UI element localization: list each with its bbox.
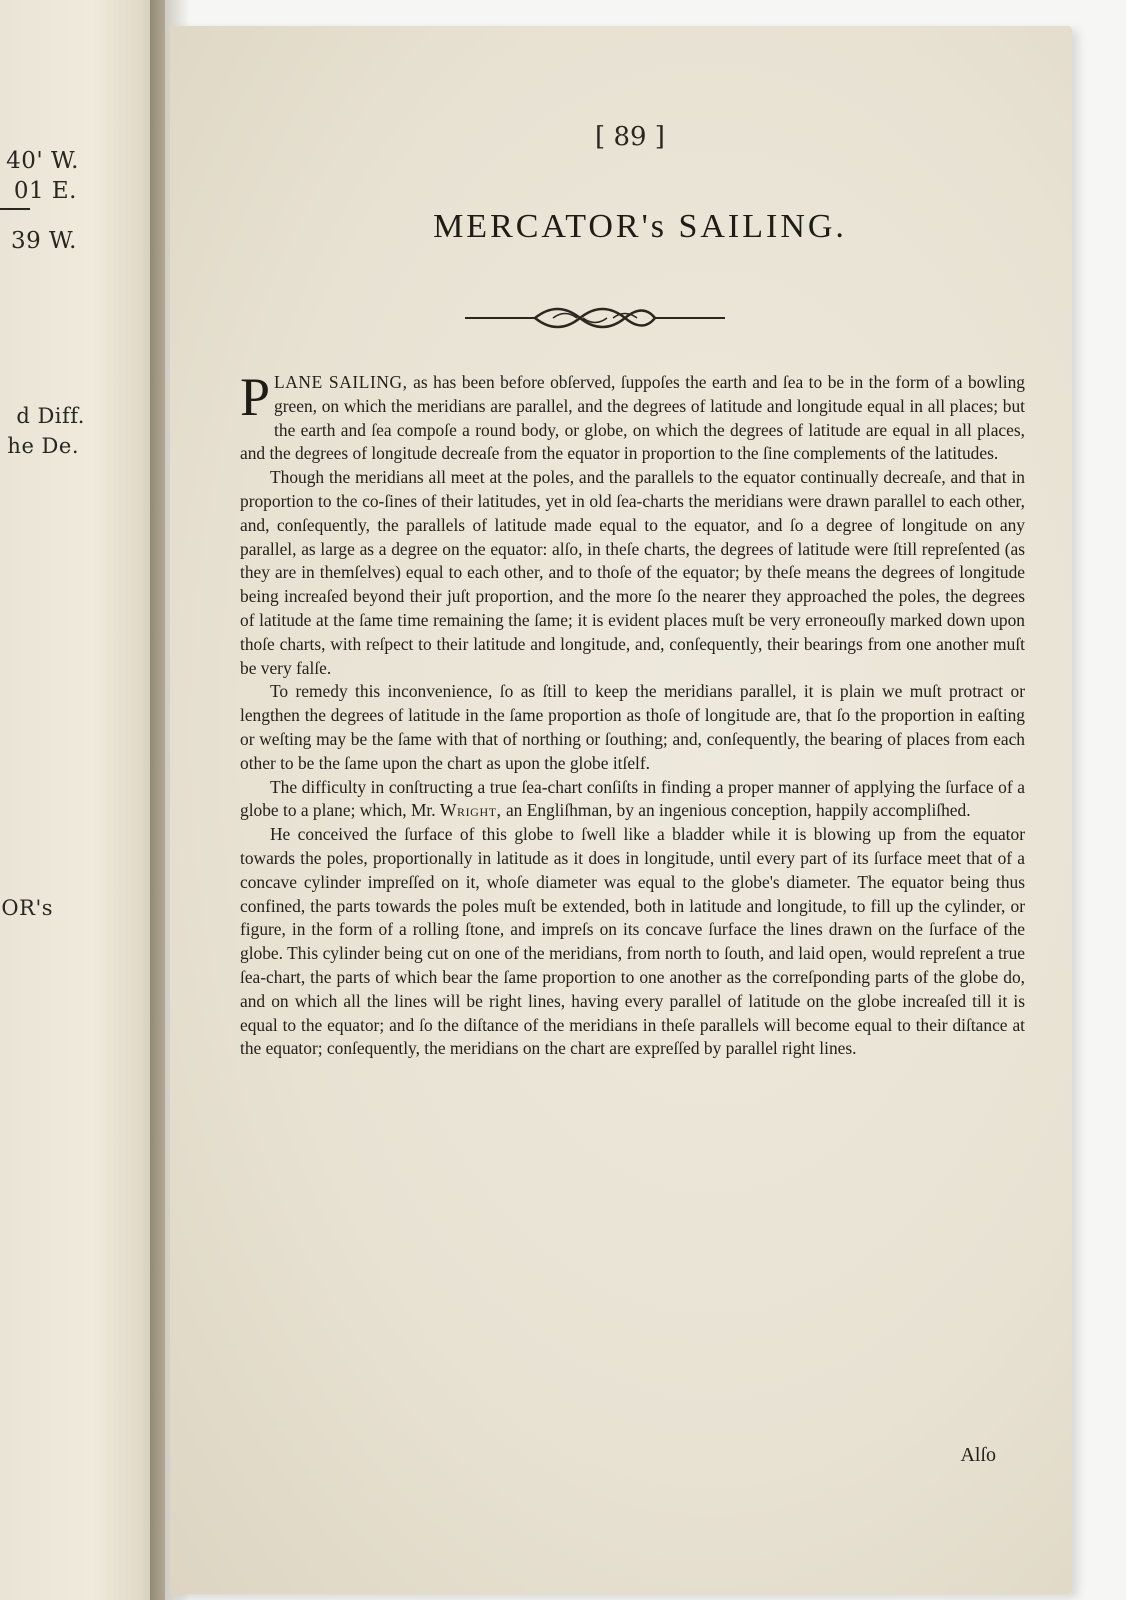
person-name: Wright,: [439, 800, 502, 821]
paragraph-1: [240, 367, 1025, 466]
chapter-title: MERCATOR's SAILING.: [433, 208, 847, 245]
right-page: [170, 26, 1072, 1594]
paragraph-4: [240, 776, 1025, 824]
paragraph-2: Though the meridians all meet at the poles, and the parallels to the equator continually decreaſe, and that in proportion to the co-ſines of their latitudes, yet in old ſea-charts the meridians were drawn parallel to each other, and, conſequently, the parallels of latitude made equal to the equator, and ſo a degree of longitude on any parallel, as large as a degree on the equator: alſo, in theſe charts, the degrees of latitude were ſtill repreſented (as they are in themſelves) equal to each other, and to thoſe of the equator; by theſe means the degrees of longitude being increaſed beyond their juſt proportion, and the more ſo the nearer they approached the poles, the degrees of latitude at the ſame time remaining the ſame; it is evident places muſt be very erroneouſly marked down upon thoſe charts, with reſpect to their latitude and longitude, and, conſequently, their bearings from one another muſt be very falſe.: [240, 467, 1025, 678]
left-fragment: 39 W.: [10, 228, 77, 254]
drop-cap: P: [240, 367, 271, 427]
left-fragment: 01 E.: [13, 178, 77, 204]
paragraph-text: The difficulty in conſtructing a true ſea-chart conſiſts in finding a proper manner of applying the ſurface of a globe to a plane; which, Mr.: [240, 776, 1025, 821]
lead-words: LANE SAILING,: [274, 372, 408, 392]
catchword: Alſo: [960, 1444, 996, 1466]
rope-ornament: [465, 298, 725, 338]
left-facing-page: [0, 0, 165, 1600]
paragraph-3: To remedy this inconvenience, ſo as ſtill to keep the meridians parallel, it is plain we muſt protract or lengthen the degrees of latitude in the ſame proportion as thoſe of longitude are, that ſo the proportion in eaſting or weſting may be the ſame with that of northing or ſouthing; and, conſequently, the bearing of places from each other to be the ſame upon the chart as upon the globe itſelf.: [240, 681, 1025, 773]
paragraph-5: He conceived the ſurface of this globe to ſwell like a bladder while it is blowing up from the equator towards the poles, proportionally in latitude as it does in longitude, until every part of its ſurface meet that of a concave cylinder impreſſed on it, whoſe diameter was equal to the globe's diameter. The equator being thus confined, the parts towards the poles muſt be extended, both in latitude and longitude, to fill up the cylinder, or figure, in the form of a rolling ſtone, and impreſs on its concave ſurface the lines drawn on the ſurface of the globe. This cylinder being cut on one of the meridians, from north to ſouth, and laid open, would repreſent a true ſea-chart, the parts of which bear the ſame proportion to one another as the correſponding parts of the globe do, and on which all the lines will be right lines, having every parallel of latitude on the globe increaſed till it is equal to the equator; and ſo the diſtance of the meridians in theſe parallels will become equal to their diſtance at the equator; conſequently, the meridians on the chart are expreſſed by parallel right lines.: [240, 824, 1025, 1059]
left-rule: [0, 208, 30, 210]
body-text: [240, 367, 1025, 1061]
left-fragment: 40' W.: [6, 148, 79, 174]
left-fragment: he De.: [7, 434, 79, 458]
left-fragment: d Diff.: [16, 404, 85, 428]
page-number: [ 89 ]: [595, 122, 665, 152]
left-fragment: OR's: [1, 896, 53, 920]
paragraph-text: an Engliſhman, by an ingenious conception, happily accompliſhed.: [505, 800, 971, 821]
paragraph-text: as has been before obſerved, ſuppoſes the earth and ſea to be in the form of a bowling green, on which the meridians are parallel, and the degrees of latitude and longitude equal in all places; but the earth and ſea compoſe a round body, or globe, on which the degrees of latitude are equal in all places, and the degrees of longitude decreaſe from the equator in proportion to the ſine complements of the latitudes.: [240, 372, 1025, 464]
